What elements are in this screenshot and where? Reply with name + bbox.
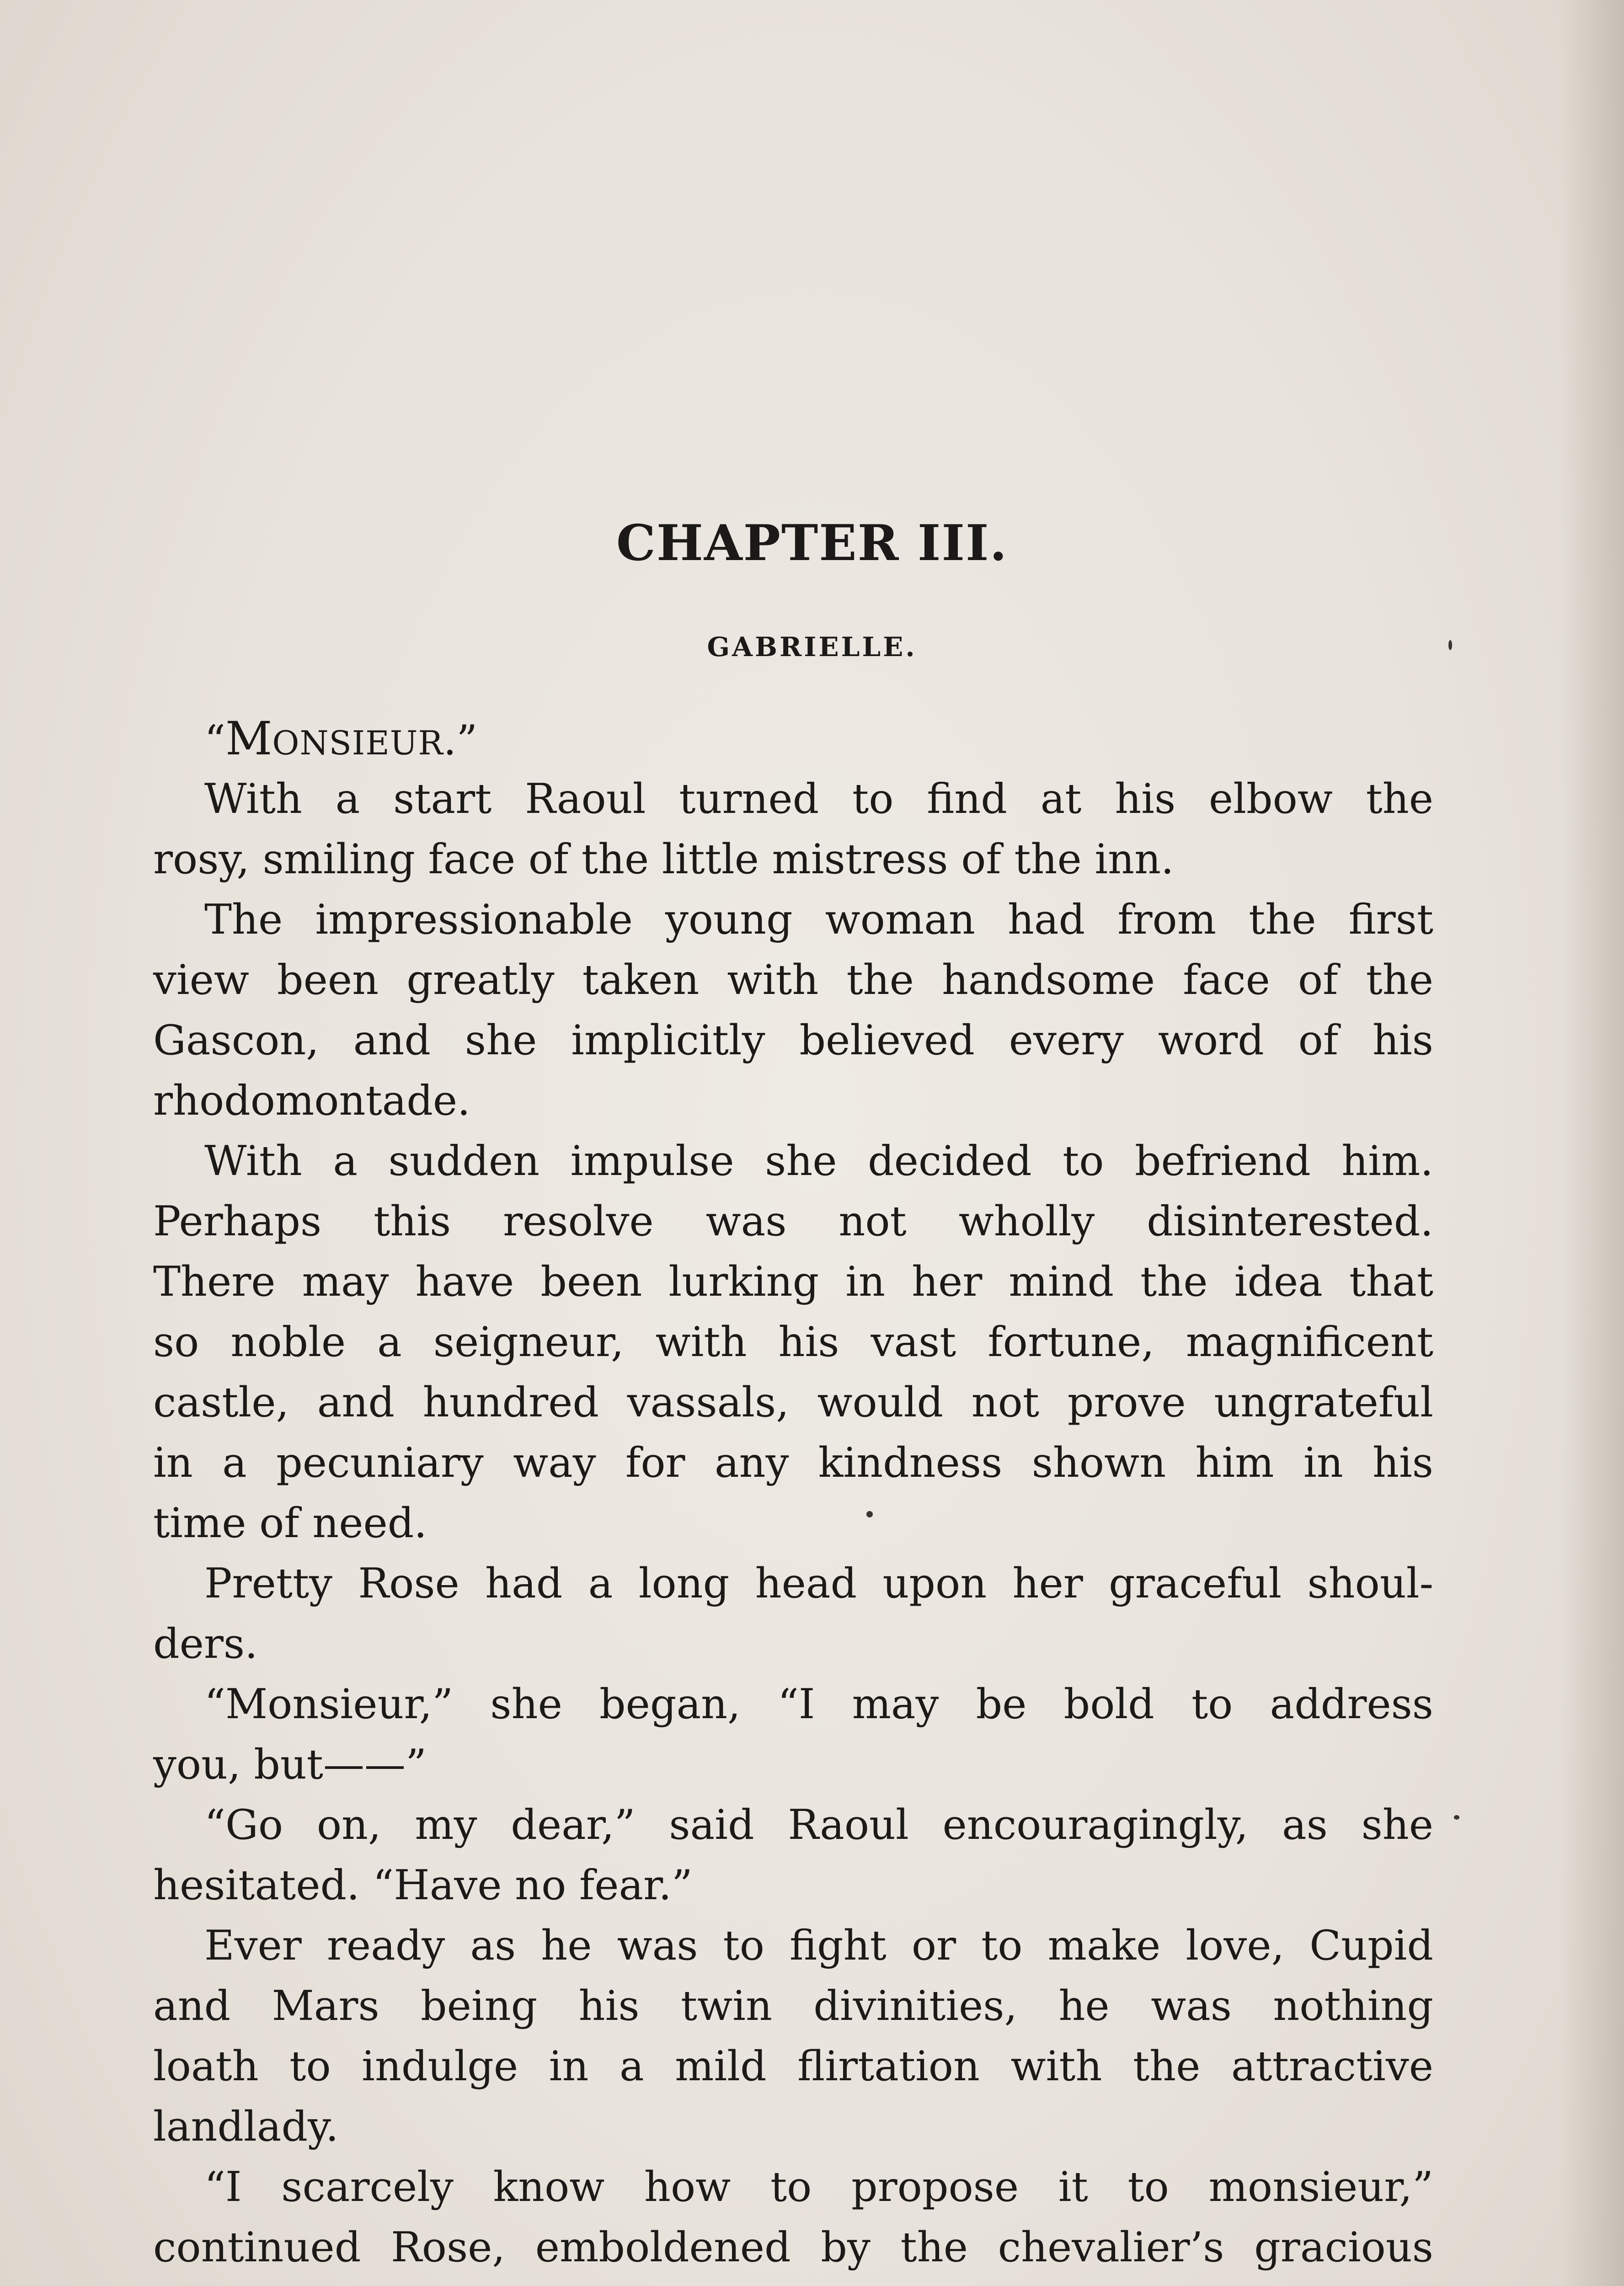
text-line: With a sudden impulse she decided to befriend him. (204, 1137, 1433, 1185)
text-line: in a pecuniary way for any kindness shown him in his (153, 1439, 1433, 1487)
paper-speck (866, 1511, 873, 1517)
text-line: “Go on, my dear,” said Raoul encouragingly, as she (204, 1801, 1433, 1849)
text-line: and Mars being his twin divinities, he was nothing (153, 1982, 1433, 2030)
text-line: ders. (153, 1620, 258, 1668)
text-line: hesitated. “Have no fear.” (153, 1861, 693, 1909)
opening-line (153, 709, 1433, 769)
opening-first-letter: M (225, 712, 272, 765)
chapter-title: CHAPTER III. (616, 514, 1008, 572)
text-line: view been greatly taken with the handsome face of the (153, 956, 1433, 1004)
text-line: There may have been lurking in her mind the idea that (153, 1258, 1433, 1306)
text-line: “Monsieur,” she began, “I may be bold to address (204, 1680, 1433, 1728)
text-line: rhodomontade. (153, 1077, 470, 1125)
text-line: Gascon, and she implicitly believed every word of his (153, 1016, 1433, 1064)
text-line: so noble a seigneur, with his vast fortune, magnificent (153, 1318, 1433, 1366)
paper-speck (1454, 1815, 1459, 1820)
text-line: Perhaps this resolve was not wholly disinterested. (153, 1197, 1433, 1245)
text-line: Pretty Rose had a long head upon her graceful shoul- (204, 1560, 1433, 1608)
text-line: loath to indulge in a mild flirtation with the attractive (153, 2042, 1433, 2090)
text-line: time of need. (153, 1499, 427, 1547)
opening-small-caps: ONSIEUR (272, 724, 443, 762)
opening-close: .” (443, 716, 478, 764)
text-line: you, but——” (153, 1741, 427, 1789)
text-line: “I scarcely know how to propose it to monsieur,” (204, 2163, 1433, 2211)
text-line: The impressionable young woman had from the first (204, 896, 1433, 944)
paper-speck (1448, 640, 1452, 650)
text-line: Ever ready as he was to fight or to make love, Cupid (204, 1922, 1433, 1970)
text-line: With a start Raoul turned to find at his elbow the (204, 775, 1433, 823)
text-line: castle, and hundred vassals, would not prove ungrateful (153, 1378, 1433, 1426)
text-line: continued Rose, emboldened by the chevalier’s gracious (153, 2223, 1433, 2271)
chapter-body (153, 709, 1433, 2278)
text-line: rosy, smiling face of the little mistress of the inn. (153, 835, 1174, 883)
text-line: landlady. (153, 2103, 339, 2151)
page-edge-shadow (1560, 0, 1624, 2286)
opening-open-quote: “ (204, 716, 226, 764)
chapter-subtitle: GABRIELLE. (707, 631, 917, 662)
